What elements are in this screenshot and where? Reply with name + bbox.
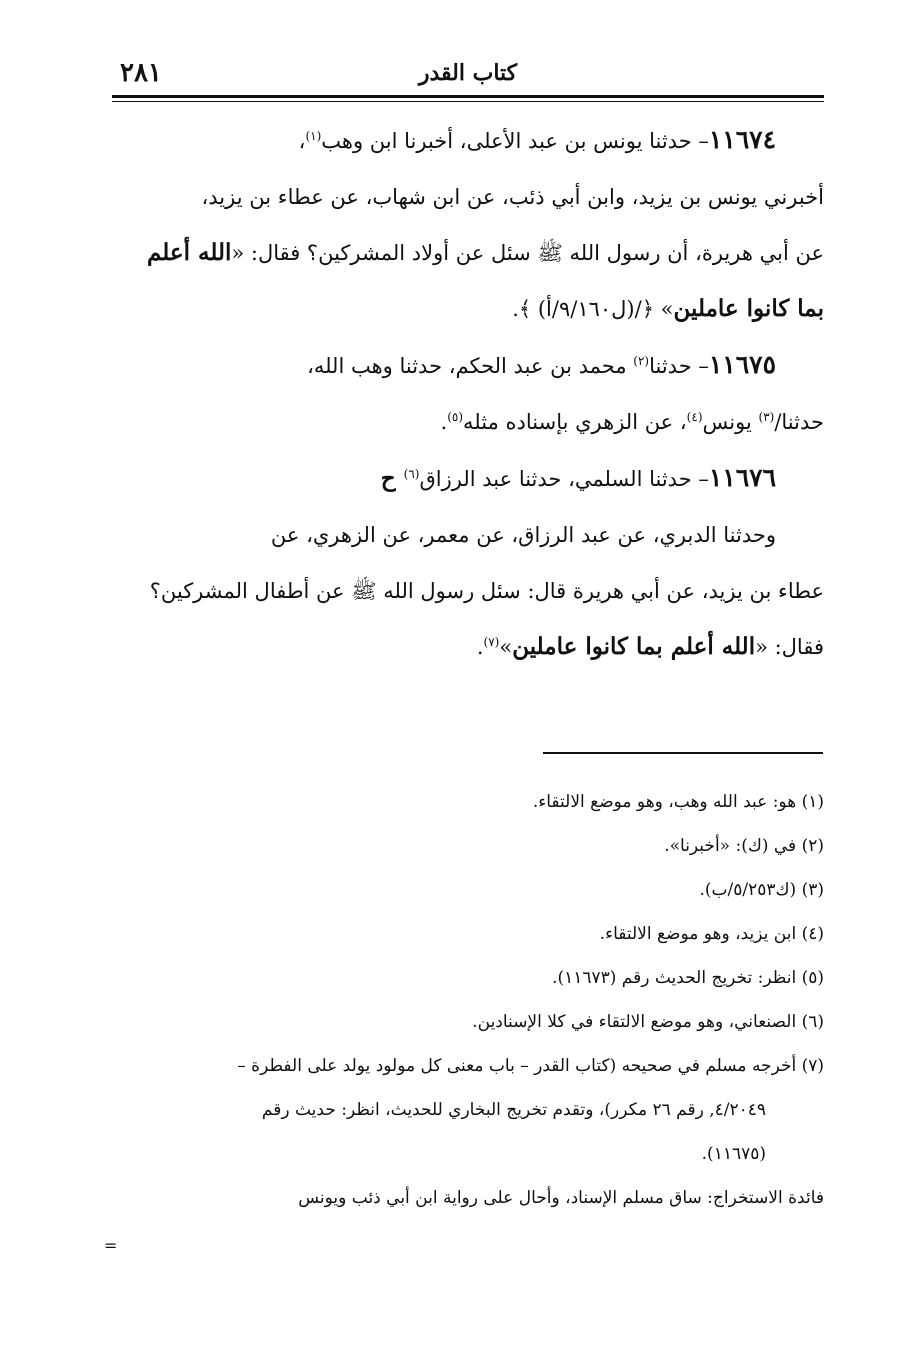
page-number: ٢٨١	[120, 58, 162, 88]
header-rule-thick	[112, 95, 824, 98]
text: – حدثنا يونس بن عبد الأعلى، أخبرنا ابن وهب	[321, 129, 709, 153]
manuscript-ref: » ﴿/(ل٩/١٦٠/أ) ﴾.	[512, 297, 674, 321]
footnote-7-line1: (٧) أخرجه مسلم في صحيحه (كتاب القدر – باب معنى كل مولود يولد على الفطرة –	[237, 1056, 824, 1076]
footnote-5: (٥) انظر: تخريج الحديث رقم (١١٦٧٣).	[552, 968, 824, 988]
text: ، عن الزهري بإسناده مثله	[463, 410, 687, 434]
footnote-marker[interactable]: (١)	[305, 129, 322, 143]
footnote-marker[interactable]: (٣)	[758, 410, 775, 424]
footnote-separator	[543, 752, 823, 754]
hadith-11676-line1	[112, 450, 824, 507]
text: عن أبي هريرة، أن رسول الله ﷺ سئل عن أولاد المشركين؟ فقال: «	[231, 241, 824, 265]
hadith-number: ١١٦٧٥	[708, 350, 776, 379]
hadith-11676-line4	[112, 619, 824, 675]
text: .	[440, 410, 448, 434]
hadith-11674-line1	[112, 112, 824, 169]
quote: الله أعلم	[146, 239, 232, 266]
footnote-7-line2: ٤/٢٠٤٩, رقم ٢٦ مكرر)، وتقدم تخريج البخاري للحديث، انظر: حديث رقم	[261, 1100, 766, 1120]
text: – حدثنا السلمي، حدثنا عبد الرزاق	[419, 467, 709, 491]
chapter-title: كتاب القدر	[418, 60, 518, 86]
text: .	[476, 635, 484, 659]
hadith-11675-line2	[112, 394, 824, 450]
hadith-11676-line2: وحدثنا الدبري، عن عبد الرزاق، عن معمر، عن الزهري، عن	[270, 523, 776, 547]
footnote-6: (٦) الصنعاني، وهو موضع الالتقاء في كلا الإسنادين.	[472, 1012, 824, 1032]
hadith-number: ١١٦٧٦	[708, 463, 776, 492]
text: »	[499, 635, 513, 659]
footnote-7-line3: (١١٦٧٥).	[701, 1144, 766, 1164]
benefit-note: فائدة الاستخراج: ساق مسلم الإسناد، وأحال على رواية ابن أبي ذئب ويونس	[298, 1188, 824, 1208]
continuation-mark: =	[104, 1236, 118, 1255]
page-header	[112, 58, 824, 98]
footnote-marker[interactable]: (٦)	[403, 467, 420, 481]
footnote-marker[interactable]: (٢)	[633, 354, 650, 368]
text: ،	[298, 129, 306, 153]
quote: الله أعلم بما كانوا عاملين	[512, 633, 756, 660]
footnote-marker[interactable]: (٧)	[483, 635, 500, 649]
footnote-4: (٤) ابن يزيد، وهو موضع الالتقاء.	[599, 924, 824, 944]
hadith-11676-line3: عطاء بن يزيد، عن أبي هريرة قال: سئل رسول الله ﷺ عن أطفال المشركين؟	[149, 579, 824, 603]
footnote-3: (٣) (ك٥/٢٥٣/ب).	[699, 880, 824, 900]
main-text	[112, 112, 824, 675]
text: يونس	[702, 410, 759, 434]
hadith-11674-line3	[112, 225, 824, 281]
text: محمد بن عبد الحكم، حدثنا وهب الله،	[307, 354, 634, 378]
hadith-number: ١١٦٧٤	[708, 125, 776, 154]
hadith-11674-line4	[112, 281, 824, 337]
footnote-1: (١) هو: عبد الله وهب، وهو موضع الالتقاء.	[532, 792, 824, 812]
hadith-11675-line1	[112, 337, 824, 394]
hadith-11674-line2: أخبرني يونس بن يزيد، وابن أبي ذئب، عن ابن شهاب، عن عطاء بن يزيد،	[201, 185, 824, 209]
text: ح	[380, 465, 404, 492]
footnote-2: (٢) في (ك): «أخبرنا».	[664, 836, 824, 856]
text: فقال: «	[755, 635, 824, 659]
text: – حدثنا	[649, 354, 709, 378]
header-rule-thin	[112, 101, 824, 102]
footnotes	[112, 780, 824, 1220]
quote: بما كانوا عاملين	[673, 295, 824, 322]
text: حدثنا/	[774, 410, 824, 434]
footnote-marker[interactable]: (٥)	[447, 410, 464, 424]
footnote-marker[interactable]: (٤)	[686, 410, 703, 424]
